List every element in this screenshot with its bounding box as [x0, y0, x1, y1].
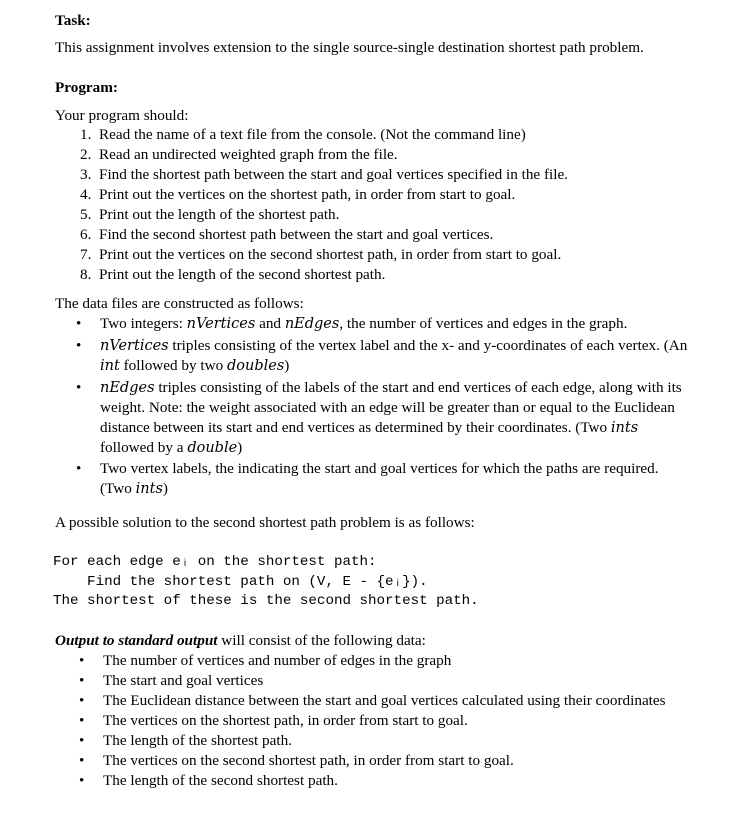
bullet-icon: • — [76, 337, 82, 354]
bullet-icon: • — [79, 772, 85, 789]
list-item: • The start and goal vertices — [79, 672, 264, 689]
output-intro: Output to standard output will consist of the following data: — [55, 632, 426, 649]
output-list — [79, 651, 739, 791]
bullet-icon: • — [79, 672, 85, 689]
list-item: • The vertices on the second shortest path, in order from start to goal. — [79, 752, 514, 769]
list-item: • nEdges triples consisting of the labels of the start and end vertices of each edge, along with its weight. Note: the weight associated with an edge will be greater than or equal to the Euclidean distance between its start and end vertices as determined by their coordinates. (Two ints followed by a double) — [76, 379, 682, 456]
output-heading: Output to standard output — [55, 632, 218, 649]
list-item: 4. Print out the vertices on the shortest path, in order from start to goal. — [80, 186, 516, 203]
code-line: The shortest of these is the second shortest path. — [53, 593, 479, 609]
list-item: • The length of the shortest path. — [79, 732, 292, 749]
list-item: • The Euclidean distance between the start and goal vertices calculated using their coordinates — [79, 692, 666, 709]
list-item: • nVertices triples consisting of the vertex label and the x- and y-coordinates of each vertex. (An int followed by two doubles) — [76, 337, 688, 374]
bullet-icon: • — [79, 712, 85, 729]
task-heading: Task: — [55, 12, 91, 29]
list-item: • Two vertex labels, the indicating the start and goal vertices for which the paths are required. (Two ints) — [76, 460, 659, 497]
bullet-icon: • — [79, 652, 85, 669]
program-steps-list — [80, 125, 568, 285]
code-line: Find the shortest path on (V, E - {eᵢ}). — [53, 574, 428, 590]
program-intro: Your program should: — [55, 107, 189, 124]
list-item: • Two integers: nVertices and nEdges, the number of vertices and edges in the graph. — [76, 315, 628, 332]
list-item: • The length of the second shortest path. — [79, 772, 338, 789]
bullet-icon: • — [76, 379, 82, 396]
code-line: For each edge eᵢ on the shortest path: — [53, 554, 377, 570]
bullet-icon: • — [76, 315, 82, 332]
bullet-icon: • — [79, 692, 85, 709]
list-item: 1. Read the name of a text file from the console. (Not the command line) — [80, 126, 526, 143]
solution-intro: A possible solution to the second shortest path problem is as follows: — [55, 514, 475, 531]
program-heading: Program: — [55, 79, 118, 96]
list-item: 5. Print out the length of the shortest path. — [80, 206, 340, 223]
bullet-icon: • — [79, 752, 85, 769]
list-item: 2. Read an undirected weighted graph from the file. — [80, 146, 398, 163]
list-item: • The vertices on the shortest path, in order from start to goal. — [79, 712, 468, 729]
data-files-list — [76, 314, 736, 499]
data-files-intro: The data files are constructed as follows: — [55, 295, 304, 312]
bullet-icon: • — [79, 732, 85, 749]
list-item: 6. Find the second shortest path between the start and goal vertices. — [80, 226, 494, 243]
list-item: 7. Print out the vertices on the second shortest path, in order from start to goal. — [80, 246, 562, 263]
list-item: 3. Find the shortest path between the start and goal vertices specified in the file. — [80, 166, 568, 183]
task-text: This assignment involves extension to the single source-single destination shortest path problem. — [55, 39, 644, 56]
list-item: 8. Print out the length of the second shortest path. — [80, 266, 386, 283]
list-item: • The number of vertices and number of edges in the graph — [79, 652, 452, 669]
bullet-icon: • — [76, 460, 82, 477]
